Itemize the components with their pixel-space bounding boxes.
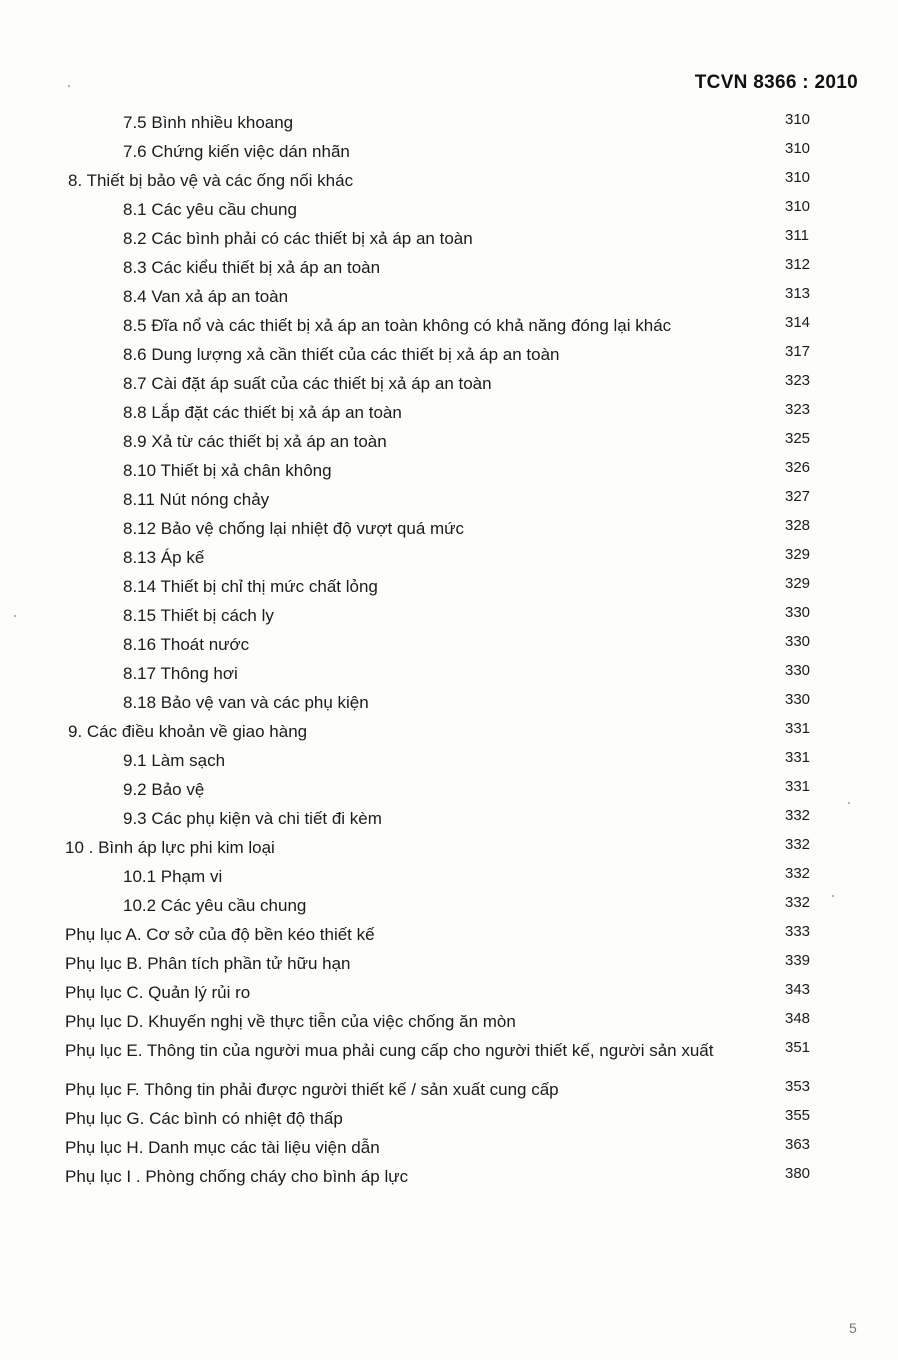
toc-entry-page: 380 [785,1165,811,1182]
toc-entry-9[interactable] [0,717,898,746]
toc-entry-page: 332 [785,894,811,911]
toc-entry-9-2[interactable] [0,775,898,804]
toc-entry-title: 9.2 Bảo vệ [123,780,205,799]
toc-entry-title: 9.3 Các phụ kiện và chi tiết đi kèm [123,809,382,828]
toc-entry-title: 8.1 Các yêu cầu chung [123,200,297,219]
toc-entry-page: 323 [785,401,811,418]
toc-entry-title: 8.16 Thoát nước [123,635,250,654]
toc-entry-title: Phụ lục B. Phân tích phần tử hữu hạn [65,954,351,973]
toc-entry-title: 8.15 Thiết bị cách ly [123,606,274,625]
toc-entry-title: 8.6 Dung lượng xả cần thiết của các thiết bị xả áp an toàn [123,345,560,364]
toc-entry-appendix-i[interactable] [0,1162,898,1191]
toc-entry-page: 312 [785,256,811,273]
toc-entry-10-2[interactable] [0,891,898,920]
toc-entry-title: 8.14 Thiết bị chỉ thị mức chất lỏng [123,577,378,596]
toc-entry-7-5[interactable] [0,108,898,137]
toc-entry-8-10[interactable] [0,456,898,485]
toc-entry-page: 353 [785,1078,811,1095]
toc-entry-title: 8.9 Xả từ các thiết bị xả áp an toàn [123,432,387,451]
toc-entry-page: 330 [785,604,811,621]
toc-entry-appendix-h[interactable] [0,1133,898,1162]
toc-entry-page: 323 [785,372,811,389]
toc-entry-page: 329 [785,546,811,563]
toc-entry-title: Phụ lục C. Quản lý rủi ro [65,983,251,1002]
toc-entry-page: 343 [785,981,811,998]
toc-entry-appendix-f[interactable] [0,1075,898,1104]
toc-entry-title: 8.11 Nút nóng chảy [123,490,270,509]
toc-entry-page: 348 [785,1010,811,1027]
toc-entry-8-12[interactable] [0,514,898,543]
scan-speck [848,802,850,804]
toc-entry-page: 328 [785,517,811,534]
toc-entry-title: Phụ lục A. Cơ sở của độ bền kéo thiết kế [65,925,375,944]
toc-entry-page: 331 [785,720,811,737]
toc-entry-page: 351 [785,1039,811,1056]
scan-speck [14,615,16,617]
toc-entry-title: Phụ lục I . Phòng chống cháy cho bình áp lực [65,1167,409,1186]
toc-entry-8-1[interactable] [0,195,898,224]
toc-entry-page: 327 [785,488,811,505]
toc-entry-page: 326 [785,459,811,476]
toc-entry-page: 313 [785,285,811,302]
toc-entry-page: 331 [785,749,811,766]
toc-entry-title: 8.18 Bảo vệ van và các phụ kiện [123,693,369,712]
toc-entry-title: Phụ lục H. Danh mục các tài liệu viện dẫn [65,1138,380,1157]
toc-entry-8-5[interactable] [0,311,898,340]
toc-entry-title: 8.17 Thông hơi [123,664,238,683]
toc-entry-8-7[interactable] [0,369,898,398]
toc-entry-title: 8.13 Áp kế [123,548,205,567]
toc-entry-page: 339 [785,952,811,969]
toc-entry-title: 8.7 Cài đặt áp suất của các thiết bị xả áp an toàn [123,374,492,393]
toc-entry-page: 332 [785,807,811,824]
toc-entry-8-4[interactable] [0,282,898,311]
toc-entry-title: 8.2 Các bình phải có các thiết bị xả áp an toàn [123,229,473,248]
toc-entry-page: 314 [785,314,811,331]
toc-entry-title: 8.8 Lắp đặt các thiết bị xả áp an toàn [123,403,402,422]
toc-entry-8-11[interactable] [0,485,898,514]
toc-entry-title: 8.12 Bảo vệ chống lại nhiệt độ vượt quá mức [123,519,465,538]
toc-entry-8-15[interactable] [0,601,898,630]
toc-entry-8-13[interactable] [0,543,898,572]
table-of-contents [0,108,898,1191]
toc-entry-page: 363 [785,1136,811,1153]
toc-entry-9-1[interactable] [0,746,898,775]
toc-entry-10-1[interactable] [0,862,898,891]
toc-entry-title: 8.5 Đĩa nổ và các thiết bị xả áp an toàn không có khả năng đóng lại khác [123,316,672,335]
toc-entry-title: 7.5 Bình nhiều khoang [123,113,294,132]
toc-entry-8[interactable] [0,166,898,195]
toc-entry-title: Phụ lục F. Thông tin phải được người thiết kế / sản xuất cung cấp [65,1080,559,1099]
toc-entry-9-3[interactable] [0,804,898,833]
toc-entry-title: 8.3 Các kiểu thiết bị xả áp an toàn [123,258,381,277]
toc-entry-appendix-d[interactable] [0,1007,898,1036]
toc-entry-8-16[interactable] [0,630,898,659]
toc-entry-appendix-a[interactable] [0,920,898,949]
toc-entry-title: Phụ lục D. Khuyến nghị về thực tiễn của việc chống ăn mòn [65,1012,516,1031]
toc-entry-page: 331 [785,778,811,795]
toc-entry-title: Phụ lục E. Thông tin của người mua phải cung cấp cho người thiết kế, người sản xuất [65,1041,714,1060]
toc-entry-8-18[interactable] [0,688,898,717]
toc-entry-appendix-c[interactable] [0,978,898,1007]
toc-entry-appendix-b[interactable] [0,949,898,978]
toc-entry-title: 8. Thiết bị bảo vệ và các ống nối khác [68,171,354,190]
toc-entry-appendix-e[interactable] [0,1036,898,1075]
toc-entry-page: 310 [785,140,811,157]
toc-entry-page: 330 [785,691,811,708]
document-standard-code: TCVN 8366 : 2010 [694,72,858,93]
toc-entry-title: Phụ lục G. Các bình có nhiệt độ thấp [65,1109,343,1128]
toc-entry-title: 7.6 Chứng kiến việc dán nhãn [123,142,350,161]
toc-entry-7-6[interactable] [0,137,898,166]
toc-entry-page: 329 [785,575,811,592]
toc-entry-10[interactable] [0,833,898,862]
toc-entry-title: 10.1 Phạm vi [123,867,223,886]
toc-entry-8-17[interactable] [0,659,898,688]
toc-entry-page: 325 [785,430,811,447]
toc-entry-appendix-g[interactable] [0,1104,898,1133]
toc-entry-page: 310 [785,198,811,215]
toc-entry-page: 332 [785,865,811,882]
toc-entry-title: 10.2 Các yêu cầu chung [123,896,307,915]
toc-entry-page: 310 [785,169,811,186]
toc-entry-8-6[interactable] [0,340,898,369]
toc-entry-page: 330 [785,633,811,650]
toc-entry-title: 8.4 Van xả áp an toàn [123,287,289,306]
toc-entry-page: 310 [785,111,811,128]
toc-entry-title: 8.10 Thiết bị xả chân không [123,461,332,480]
scan-speck [832,895,834,897]
toc-entry-page: 332 [785,836,811,853]
toc-entry-page: 317 [785,343,811,360]
toc-entry-page: 330 [785,662,811,679]
toc-entry-8-9[interactable] [0,427,898,456]
toc-entry-8-14[interactable] [0,572,898,601]
toc-entry-8-2[interactable] [0,224,898,253]
toc-entry-page: 333 [785,923,811,940]
toc-entry-title: 10 . Bình áp lực phi kim loại [65,838,275,857]
toc-entry-8-8[interactable] [0,398,898,427]
toc-entry-page: 355 [785,1107,811,1124]
toc-entry-title: 9. Các điều khoản về giao hàng [68,722,308,741]
toc-entry-title: 9.1 Làm sạch [123,751,226,770]
toc-entry-8-3[interactable] [0,253,898,282]
scan-speck [68,85,70,87]
page-number: 5 [849,1320,857,1336]
toc-entry-page: 311 [785,227,809,244]
